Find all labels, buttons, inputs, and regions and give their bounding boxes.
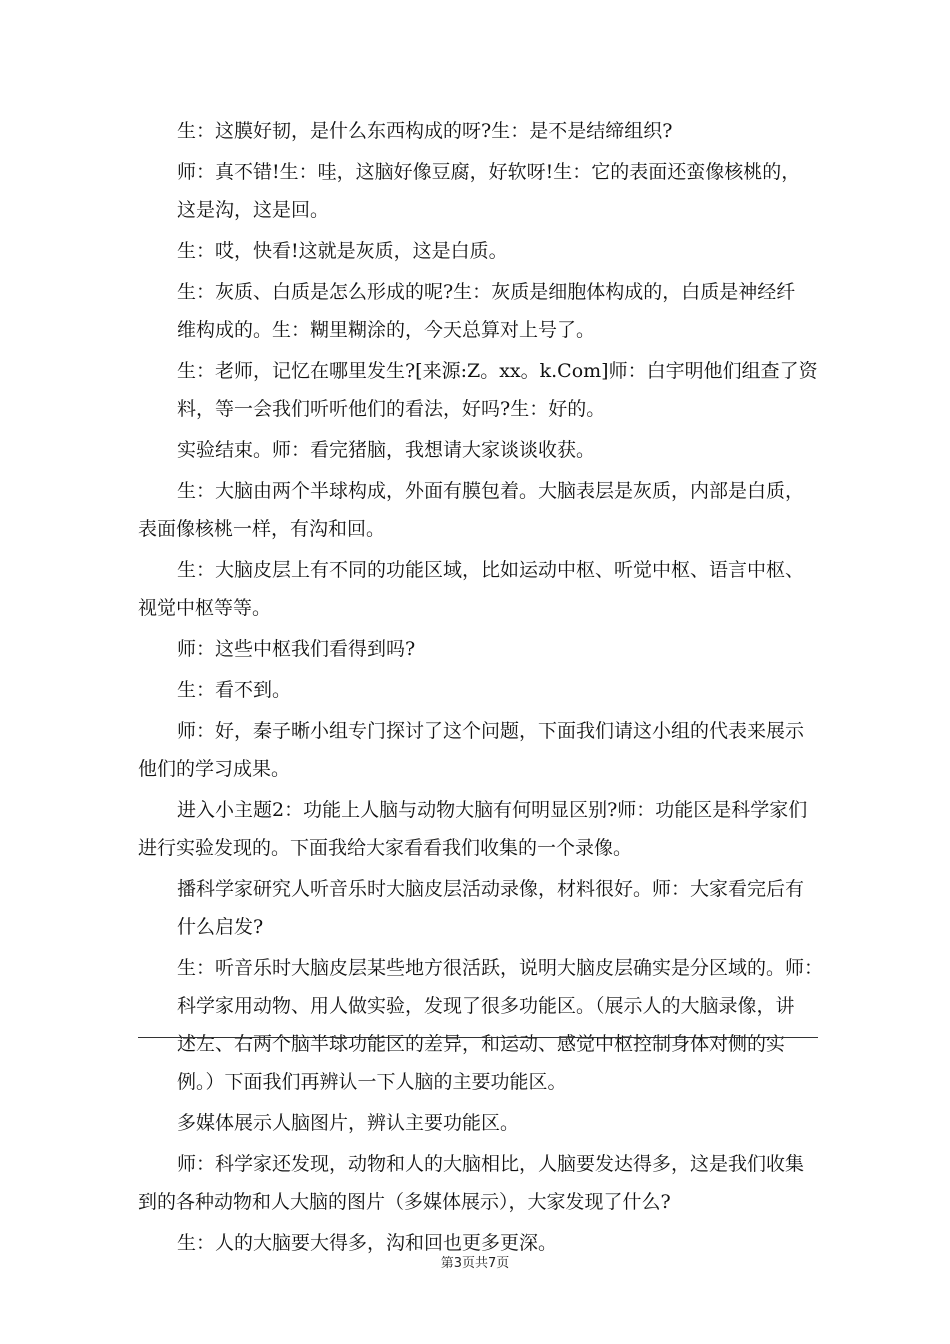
paragraph: [138, 472, 818, 548]
text-line: 生：看不到。: [177, 679, 292, 701]
paragraph: [138, 1145, 818, 1221]
text-line: 实验结束。师：看完猪脑，我想请大家谈谈收获。: [177, 439, 596, 461]
paragraph: [138, 949, 824, 1101]
text-line: 维构成的。生：糊里糊涂的，今天总算对上号了。: [177, 319, 596, 341]
text-line: 述左、右两个脑半球功能区的差异，和运动、感觉中枢控制身体对侧的实: [177, 1033, 786, 1055]
text-line: 视觉中枢等等。: [138, 597, 272, 619]
text-line: 生：大脑由两个半球构成，外面有膜包着。大脑表层是灰质，内部是白质，: [177, 480, 805, 502]
paragraph: [138, 791, 818, 867]
text-line: 例。）下面我们再辨认一下人脑的主要功能区。: [177, 1071, 567, 1093]
horizontal-rule: [138, 1037, 818, 1038]
text-line: 料，等一会我们听听他们的看法，好吗?生：好的。: [177, 398, 606, 420]
text-line: 播科学家研究人听音乐时大脑皮层活动录像，材料很好。师：大家看完后有: [177, 878, 805, 900]
paragraph: [138, 712, 818, 788]
text-line: 师：科学家还发现，动物和人的大脑相比，人脑要发达得多，这是我们收集: [177, 1153, 805, 1175]
paragraph: [138, 273, 818, 349]
paragraph: [138, 153, 818, 229]
document-body: [138, 112, 824, 1265]
text-line: 表面像核桃一样，有沟和回。: [138, 518, 386, 540]
page-footer: 第3页共7页: [440, 1256, 510, 1271]
paragraph: [138, 630, 818, 668]
text-line: 生：大脑皮层上有不同的功能区域，比如运动中枢、听觉中枢、语言中枢、: [177, 559, 805, 581]
text-line: 进行实验发现的。下面我给大家看看我们收集的一个录像。: [138, 837, 633, 859]
paragraph: [138, 352, 818, 428]
text-line: 到的各种动物和人大脑的图片（多媒体展示），大家发现了什么?: [138, 1191, 671, 1213]
text-line: 师：这些中枢我们看得到吗?: [177, 638, 416, 660]
text-line: 这是沟，这是回。: [177, 199, 330, 221]
text-line: 生：听音乐时大脑皮层某些地方很活跃，说明大脑皮层确实是分区域的。师：: [177, 957, 824, 979]
text-line: 生：灰质、白质是怎么形成的呢?生：灰质是细胞体构成的，白质是神经纤: [177, 281, 796, 303]
text-line: 他们的学习成果。: [138, 758, 291, 780]
text-line: 师：真不错!生：哇，这脑好像豆腐，好软呀!生：它的表面还蛮像核桃的，: [177, 161, 801, 183]
paragraph: [138, 232, 818, 270]
text-line: 师：好，秦子晰小组专门探讨了这个问题，下面我们请这小组的代表来展示: [177, 720, 805, 742]
paragraph: [138, 431, 818, 469]
text-line: 多媒体展示人脑图片，辨认主要功能区。: [177, 1112, 520, 1134]
text-line: 生：老师，记忆在哪里发生?[来源:Z。xx。k.Com]师：白宇明他们组查了资: [177, 360, 818, 382]
paragraph: [138, 870, 818, 946]
text-line: 什么启发?: [177, 916, 264, 938]
paragraph: [138, 112, 818, 150]
text-line: 进入小主题2：功能上人脑与动物大脑有何明显区别?师：功能区是科学家们: [177, 799, 808, 821]
paragraph: [138, 1104, 818, 1142]
paragraph: [138, 671, 818, 709]
text-line: 科学家用动物、用人做实验，发现了很多功能区。（展示人的大脑录像，讲: [177, 995, 795, 1017]
text-line: 生：人的大脑要大得多，沟和回也更多更深。: [177, 1232, 558, 1254]
text-line: 生：这膜好韧，是什么东西构成的呀?生：是不是结缔组织?: [177, 120, 673, 142]
text-line: 生：哎，快看!这就是灰质，这是白质。: [177, 240, 508, 262]
paragraph: [138, 551, 818, 627]
